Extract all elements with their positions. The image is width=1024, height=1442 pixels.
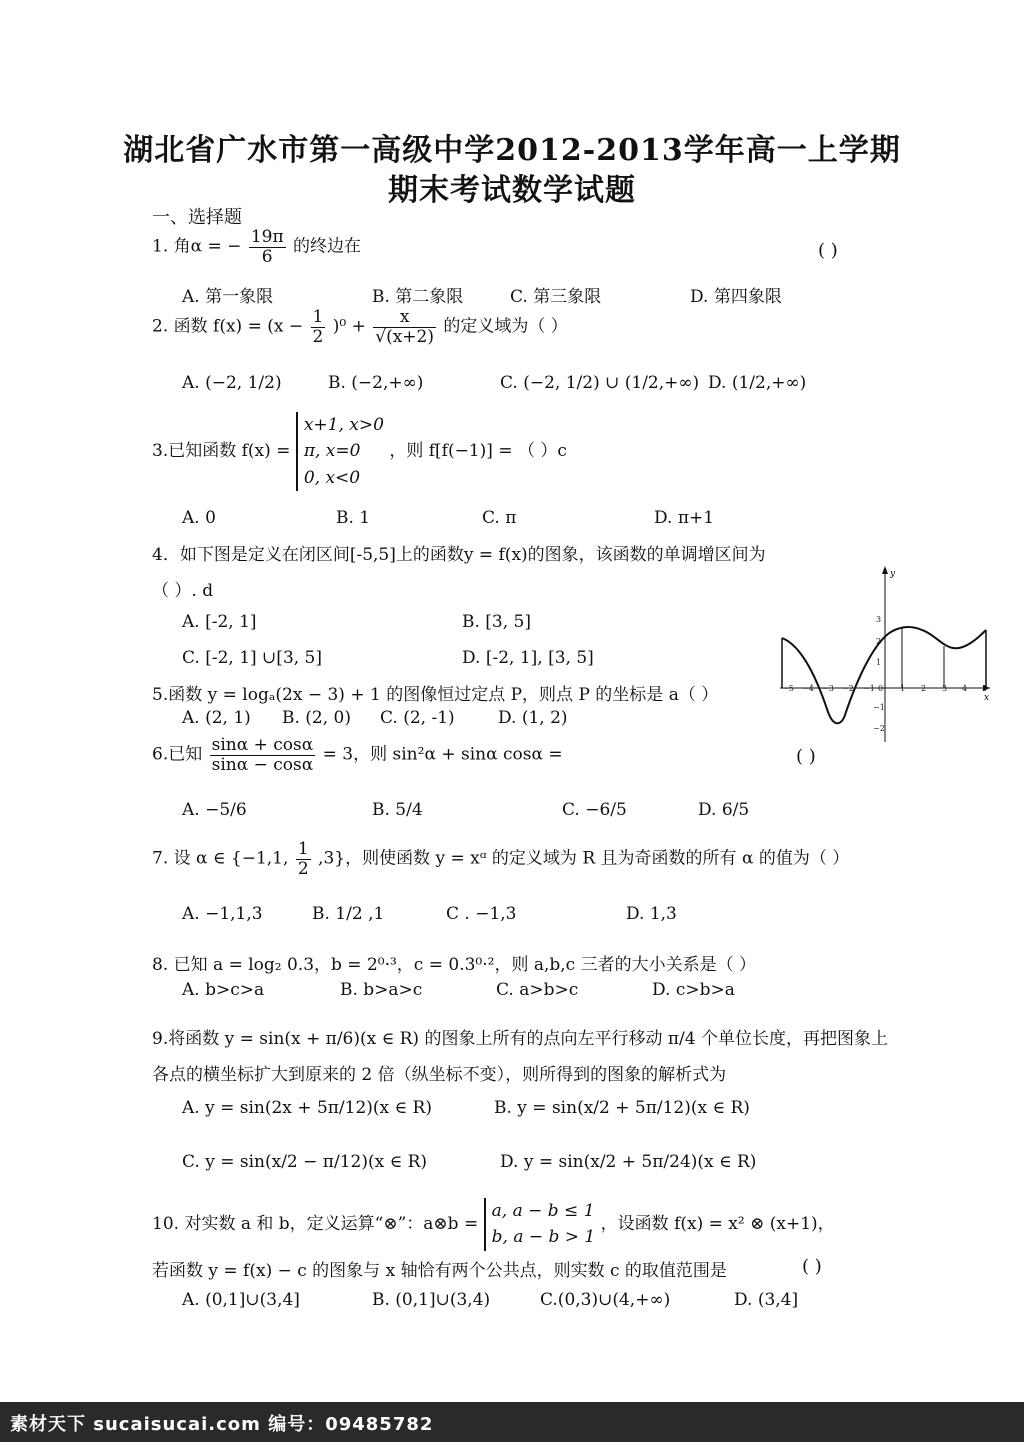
graph-y-arrow [882, 566, 888, 574]
question-6 [152, 736, 563, 774]
q2-half-numerator: 1 [312, 307, 324, 327]
q9-option-a: A. y = sin(2x + 5π/12)(x ∈ R) [182, 1098, 432, 1118]
graph-y-ticks [873, 615, 885, 733]
q4-stem: 4．如下图是定义在闭区间[-5,5]上的函数y = f(x)的图象，该函数的单调增区间为 [152, 545, 766, 565]
q5-stem: 5.函数 y = logₐ(2x − 3) + 1 的图像恒过定点 P，则点 P 的坐标是 a（ ） [152, 685, 719, 705]
q7-option-b: B. 1/2 ,1 [312, 904, 385, 924]
q2-tail: 的定义域为（ ） [443, 316, 568, 337]
q10-answer-paren: ( ) [802, 1256, 822, 1277]
q7-tail: ,3}，则使函数 y = xᵅ 的定义域为 R 且为奇函数的所有 α 的值为（ ） [318, 848, 850, 869]
x-tick-m3: −3 [822, 684, 834, 693]
x-tick-0: 0 [878, 684, 884, 693]
function-graph [778, 562, 993, 744]
q3-option-c: C. π [482, 508, 517, 528]
q6-option-c: C. −6/5 [562, 800, 627, 820]
q6-option-d: D. 6/5 [698, 800, 750, 820]
q3-option-b: B. 1 [336, 508, 371, 528]
q2-option-a: A. (−2, 1/2) [182, 373, 282, 393]
q4-option-c: C. [-2, 1] ∪[3, 5] [182, 648, 323, 668]
q4-option-a: A. [-2, 1] [182, 612, 257, 632]
q10-stem: 10. 对实数 a 和 b，定义运算“⊗”：a⊗b = [152, 1213, 479, 1234]
q3-stem: 3.已知函数 f(x) = [152, 441, 291, 462]
q2-denominator: √(x+2) [375, 326, 434, 347]
q4-stem-continued: （ ）. d [152, 581, 214, 601]
exam-title-line2: 期末考试数学试题 [388, 173, 636, 208]
q9-stem: 9.将函数 y = sin(x + π/6)(x ∈ R) 的图象上所有的点向左平行移动 π/4 个单位长度，再把图象上 [152, 1029, 888, 1049]
q10-piecewise [484, 1198, 596, 1251]
q8-option-a: A. b>c>a [182, 980, 265, 1000]
q7-option-a: A. −1,1,3 [182, 904, 263, 924]
q4-option-d: D. [-2, 1], [3, 5] [462, 648, 594, 668]
q10-option-b: B. (0,1]∪(3,4) [372, 1290, 491, 1310]
q10-option-c: C.(0,3)∪(4,+∞) [540, 1290, 671, 1310]
q1-answer-paren: ( ) [818, 240, 838, 261]
q2-half-fraction [311, 308, 326, 346]
q8-option-d: D. c>b>a [652, 980, 735, 1000]
q10-option-a: A. (0,1]∪(3,4] [182, 1290, 300, 1310]
q2-numerator: x [373, 308, 436, 328]
q7-fraction [296, 840, 311, 878]
q1-fraction [249, 228, 286, 266]
q3-piecewise [296, 412, 384, 491]
y-tick-m2: −2 [873, 724, 885, 733]
q2-option-c: C. (−2, 1/2) ∪ (1/2,+∞) [500, 373, 700, 393]
q1-numerator: 19π [250, 227, 284, 247]
x-tick-m4: −4 [802, 684, 814, 693]
q6-answer-paren: ( ) [796, 746, 816, 767]
q6-option-b: B. 5/4 [372, 800, 423, 820]
q1-tail: 的终边在 [293, 236, 362, 257]
y-tick-1: 1 [876, 658, 882, 667]
y-tick-m1: −1 [873, 703, 885, 712]
q1-option-a: A. 第一象限 [182, 287, 274, 307]
q2-stem: 2. 函数 f(x) = (x − [152, 316, 309, 337]
question-1 [152, 228, 361, 266]
q4-option-b: B. [3, 5] [462, 612, 532, 632]
q9-option-c: C. y = sin(x/2 − π/12)(x ∈ R) [182, 1152, 427, 1172]
q5-option-d: D. (1, 2) [498, 708, 568, 728]
q1-option-b: B. 第二象限 [372, 287, 464, 307]
q1-stem: 1. 角α = − [152, 236, 242, 257]
q2-fraction [373, 308, 436, 346]
q7-option-c: C . −1,3 [446, 904, 517, 924]
x-tick-2: 2 [921, 684, 927, 693]
x-tick-1: 1 [900, 684, 906, 693]
q3-case-3: 0, x<0 [303, 467, 361, 488]
q2-option-d: D. (1/2,+∞) [708, 373, 807, 393]
q7-denominator: 2 [297, 858, 309, 879]
watermark-text: 素材天下 sucaisucai.com 编号：09485782 [10, 1414, 434, 1435]
q10-stem-continued: 若函数 y = f(x) − c 的图象与 x 轴恰有两个公共点，则实数 c 的取值范围是 [152, 1261, 727, 1281]
question-2 [152, 308, 568, 346]
x-tick-3: 3 [942, 684, 948, 693]
x-tick-m1: −1 [863, 684, 875, 693]
q3-case-1: x+1, x>0 [303, 415, 384, 435]
y-tick-2: 2 [876, 637, 882, 646]
q5-option-a: A. (2, 1) [182, 708, 251, 728]
q5-option-c: C. (2, -1) [380, 708, 455, 728]
watermark-bar [0, 1402, 1024, 1442]
q7-option-d: D. 1,3 [626, 904, 677, 924]
q3-option-d: D. π+1 [654, 508, 715, 528]
q1-option-d: D. 第四象限 [690, 287, 782, 307]
question-3 [152, 412, 567, 491]
q6-tail: = 3，则 sin²α + sinα cosα = [322, 744, 563, 765]
q8-stem: 8. 已知 a = log₂ 0.3，b = 2⁰·³，c = 0.3⁰·²，则 a,b,c 三者的大小关系是（ ） [152, 955, 757, 975]
x-tick-m5: −5 [782, 684, 794, 693]
q2-half-denominator: 2 [312, 326, 324, 347]
q8-option-c: C. a>b>c [496, 980, 579, 1000]
q3-case-2: π, x=0 [303, 441, 361, 462]
graph-x-label: x [984, 693, 990, 703]
q1-denominator: 6 [261, 246, 273, 267]
x-tick-4: 4 [962, 684, 968, 693]
q10-option-d: D. (3,4] [734, 1290, 799, 1310]
q2-mid: )⁰ + [332, 316, 372, 337]
x-tick-m2: −2 [842, 684, 854, 693]
q9-stem-continued: 各点的横坐标扩大到原来的 2 倍（纵坐标不变），则所得到的图象的解析式为 [152, 1065, 727, 1085]
q6-option-a: A. −5/6 [182, 800, 247, 820]
q6-numerator: sinα + cosα [211, 735, 314, 755]
q10-case-2: b, a − b > 1 [491, 1227, 596, 1248]
q9-option-d: D. y = sin(x/2 + 5π/24)(x ∈ R) [500, 1152, 757, 1172]
q8-option-b: B. b>a>c [340, 980, 423, 1000]
question-7 [152, 840, 849, 878]
q3-tail: ，则 f[f(−1)] = （ ）c [389, 441, 567, 462]
q1-option-c: C. 第三象限 [510, 287, 602, 307]
graph-y-label: y [890, 569, 896, 579]
q9-option-b: B. y = sin(x/2 + 5π/12)(x ∈ R) [494, 1098, 750, 1118]
q6-stem: 6.已知 [152, 744, 203, 765]
x-tick-5: 5 [982, 684, 988, 693]
section-heading: 一、选择题 [152, 207, 242, 228]
q10-tail: ，设函数 f(x) = x² ⊗ (x+1)， [600, 1213, 835, 1234]
q7-numerator: 1 [297, 839, 309, 859]
y-tick-3: 3 [876, 615, 882, 624]
q2-option-b: B. (−2,+∞) [328, 373, 424, 393]
q7-stem: 7. 设 α ∈ {−1,1, [152, 848, 289, 869]
question-10 [152, 1198, 835, 1251]
q6-denominator: sinα − cosα [211, 754, 314, 775]
q3-option-a: A. 0 [182, 508, 216, 528]
q5-option-b: B. (2, 0) [282, 708, 352, 728]
q6-fraction [210, 736, 316, 774]
exam-title-line1: 湖北省广水市第一高级中学2012-2013学年高一上学期 [123, 133, 901, 168]
q10-case-1: a, a − b ≤ 1 [491, 1201, 595, 1221]
